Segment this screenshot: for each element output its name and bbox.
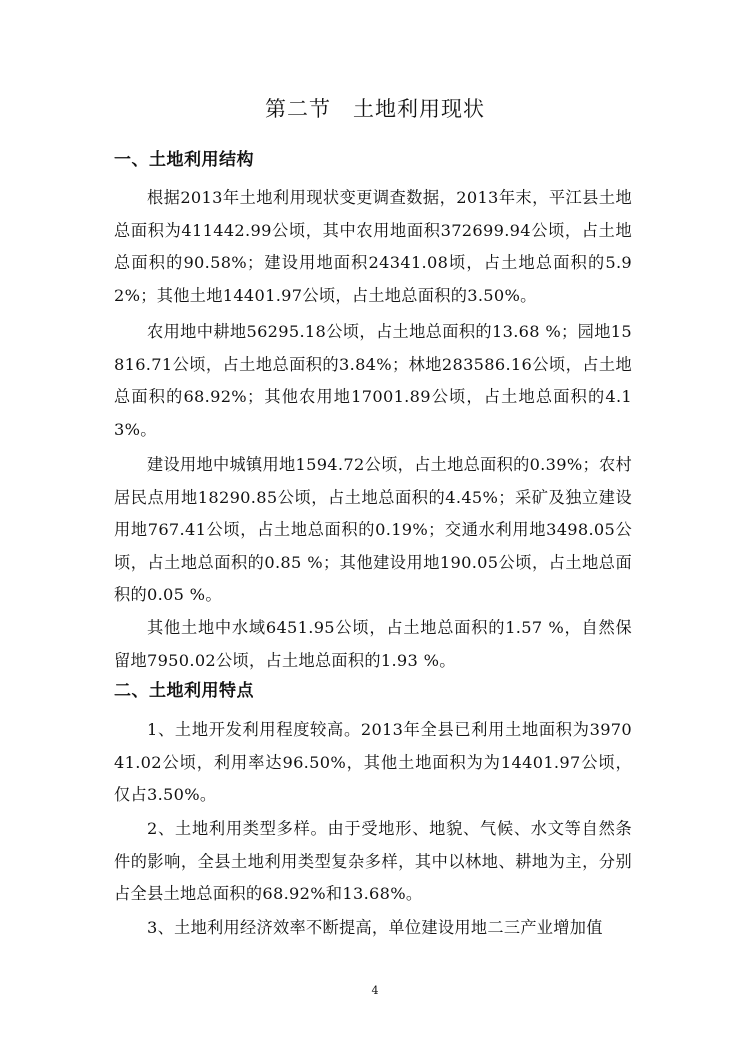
paragraph-feature-1: 1、土地开发利用程度较高。2013年全县已利用土地面积为397041.02公顷，利用率达96.50%，其他土地面积为为14401.97公顷，仅占3.50%。 [114, 720, 632, 804]
paragraph-other-land: 其他土地中水域6451.95公顷，占土地总面积的1.57 %，自然保留地7950.02公顷，占土地总面积的1.93 %。 [114, 618, 632, 670]
heading-land-use-features: 二、土地利用特点 [114, 681, 254, 701]
paragraph-agricultural-land: 农用地中耕地56295.18公顷，占土地总面积的13.68 %；园地15816.71公顷，占土地总面积的3.84%；林地283586.16公顷，占土地总面积的68.92%；其他农用地17001.89公顷，占土地总面积的4.13%。 [114, 322, 632, 439]
paragraph-feature-3: 3、土地利用经济效率不断提高，单位建设用地二三产业增加值 [147, 918, 603, 937]
paragraph-land-total: 根据2013年土地利用现状变更调查数据，2013年末，平江县土地总面积为411442.99公顷，其中农用地面积372699.94公顷，占土地总面积的90.58%；建设用地面积24341.08顷，占土地总面积的5.92%；其他土地14401.97公顷，占土地总面积的3.50%。 [114, 188, 632, 305]
paragraph-feature-2: 2、土地利用类型多样。由于受地形、地貌、气候、水文等自然条件的影响，全县土地利用类型复杂多样，其中以林地、耕地为主，分别占全县土地总面积的68.92%和13.68%。 [114, 819, 632, 903]
section-title: 第二节 土地利用现状 [265, 97, 485, 121]
paragraph-construction-land: 建设用地中城镇用地1594.72公顷，占土地总面积的0.39%；农村居民点用地18290.85公顷，占土地总面积的4.45%；采矿及独立建设用地767.41公顷，占土地总面积的0.19%；交通水利用地3498.05公顷，占土地总面积的0.85 %；其他建设用地190.05公顷，占土地总面积的0.05 %。 [114, 455, 632, 604]
page-number: 4 [371, 984, 379, 997]
heading-land-use-structure: 一、土地利用结构 [114, 150, 254, 170]
